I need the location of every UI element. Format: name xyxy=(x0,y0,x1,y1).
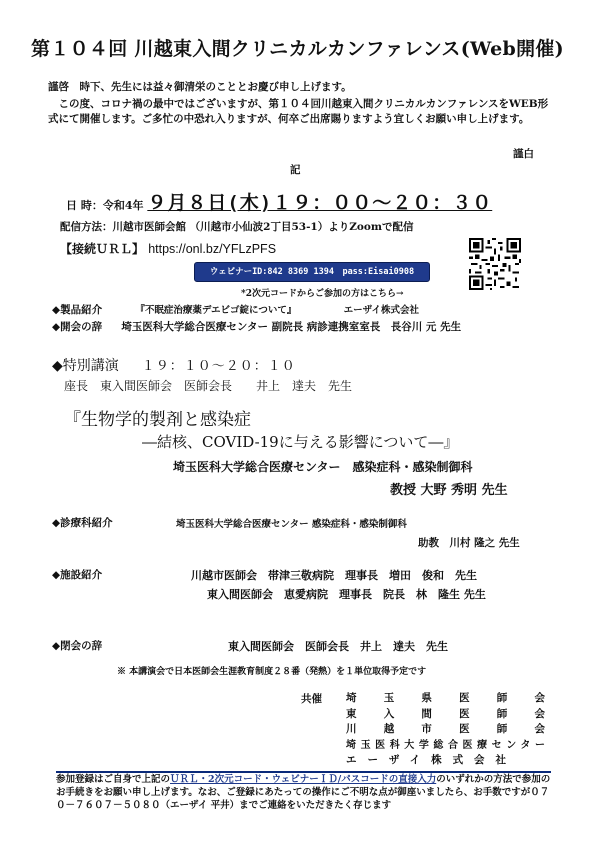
closing-word: 謹白 xyxy=(513,148,534,160)
ki-label: 記 xyxy=(290,164,301,176)
closing-label: ◆閉会の辞 xyxy=(52,640,103,652)
product-text: 『不眠症治療薬デエビゴ錠について』 xyxy=(135,305,297,316)
date-label: 日 時：令和4年 xyxy=(66,199,144,212)
url-label: 【接続ＵＲＬ】 xyxy=(60,242,145,256)
product-company: エーザイ株式会社 xyxy=(343,305,419,316)
product-label: ◆製品紹介 xyxy=(52,304,103,316)
url-row xyxy=(60,240,276,257)
sponsor-item: 東入間医師会 xyxy=(346,707,545,720)
facility-1: 川越市医師会 帯津三敬病院 理事長 増田 俊和 先生 xyxy=(191,569,477,582)
sponsor-label: 共催 xyxy=(301,693,322,705)
page-title: 第１０４回 川越東入間クリニカルカンファレンス(Web開催) xyxy=(31,38,564,60)
opening-row xyxy=(52,319,461,334)
chair: 座長 東入間医師会 医師会長 井上 達夫 先生 xyxy=(64,379,353,393)
sponsor-list xyxy=(346,691,545,769)
date-main: ９月８日(木)１９：００～２０：３０ xyxy=(147,192,493,214)
date-row xyxy=(66,188,492,215)
special-lecture-row xyxy=(52,355,296,375)
special-time: １９：１０～２０：１０ xyxy=(141,359,296,374)
sponsor-item: 川越市医師会 xyxy=(346,723,545,735)
qr-note: *2次元コードからご参加の方はこちら→ xyxy=(241,289,404,299)
sponsor-item: エーザイ株式会社 xyxy=(346,754,506,766)
dept-label: ◆診療科紹介 xyxy=(52,517,113,529)
sponsor-item: 埼玉医科大学総合医療センター xyxy=(346,739,545,751)
facility-label: ◆施設紹介 xyxy=(52,569,103,581)
intro-paragraph: この度、コロナ禍の最中ではございますが、第１０４回川越東入間クリニカルカンファレンスをWEB形式にて開催します。ご多忙の中恐れ入りますが、何卒ご出席賜りますよう宜しくお願い申し上げます。 xyxy=(48,98,549,125)
credit-note: ※ 本講演会で日本医師会生涯教育制度２８番（発熱）を１単位取得予定です xyxy=(117,667,427,677)
salutation: 謹啓 時下、先生には益々御清栄のこととお慶び申し上げます。 xyxy=(48,81,352,93)
sponsor-item: 埼玉県医師会 xyxy=(346,692,545,704)
intro-text xyxy=(48,97,558,126)
qr-code-icon[interactable] xyxy=(469,238,521,290)
opening-text: 埼玉医科大学総合医療センター 副院長 病診連携室室長 長谷川 元 先生 xyxy=(121,321,462,333)
footer-highlight: ＵＲＬ・2次元コード・ウェビナーＩＤ/パスコードの直接入力 xyxy=(170,774,437,785)
footer-text-1: 参加登録はご自身で上記の xyxy=(56,774,171,785)
speaker-name: 教授 大野 秀明 先生 xyxy=(390,483,508,498)
url-link[interactable]: https://onl.bz/YFLzPFS xyxy=(148,242,277,256)
product-row xyxy=(52,302,419,317)
dept-name: 助教 川村 隆之 先生 xyxy=(418,537,520,549)
closing-text: 東入間医師会 医師会長 井上 達夫 先生 xyxy=(228,640,448,653)
opening-label: ◆開会の辞 xyxy=(52,321,103,333)
webinar-id-box: ウェビナーID:842 8369 1394 pass:Eisai0908 xyxy=(194,262,430,282)
lecture-title: 『生物学的製剤と感染症 xyxy=(64,410,251,430)
footer-text-2: のいずれかの方法で参加のお手続きをお願い申し上げます。なお、ご登録にあたっての操作にご不明な点が御座いましたら、お手数ですが０７０－７６０７－５０８０（エーザイ 平井）までご連絡をいただきたく存じます xyxy=(56,774,551,811)
facility-2: 東入間医師会 恵愛病院 理事長 院長 林 隆生 先生 xyxy=(207,588,486,601)
venue: 配信方法：川越市医師会館 （川越市小仙波2丁目53-1）よりZoomで配信 xyxy=(60,221,414,233)
dept-org: 埼玉医科大学総合医療センター 感染症科・感染制御科 xyxy=(176,519,407,530)
special-label: ◆特別講演 xyxy=(52,358,119,374)
speaker-org: 埼玉医科大学総合医療センター 感染症科・感染制御科 xyxy=(173,460,473,474)
lecture-subtitle: ―結核、COVID-19に与える影響について―』 xyxy=(142,433,459,451)
registration-note xyxy=(56,771,551,815)
